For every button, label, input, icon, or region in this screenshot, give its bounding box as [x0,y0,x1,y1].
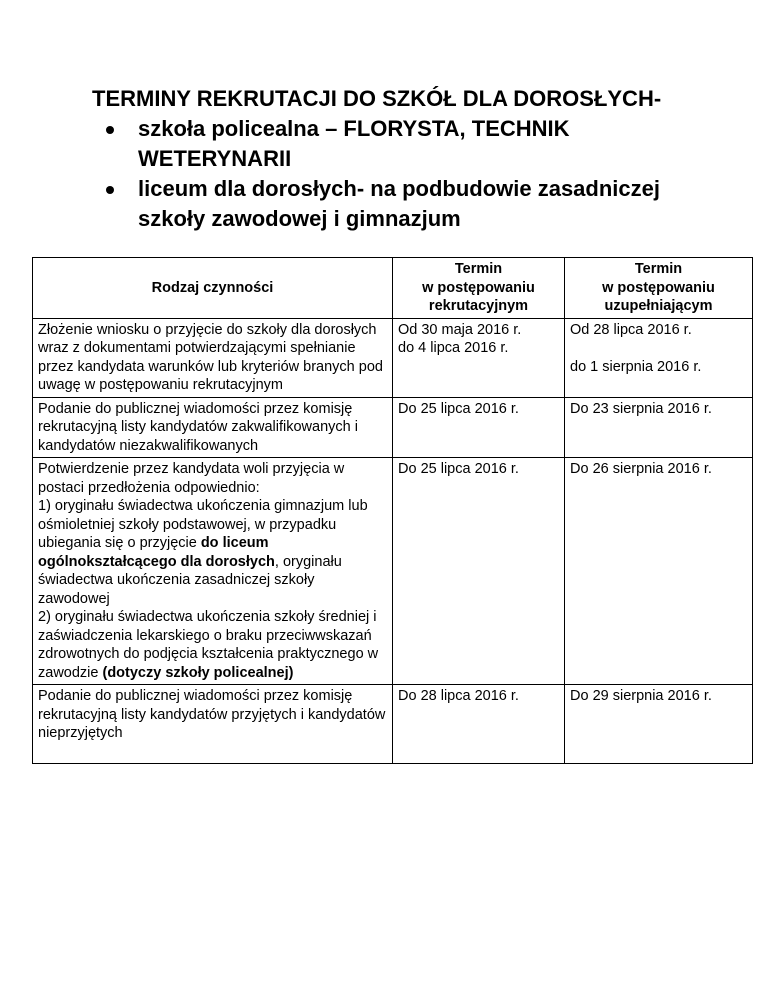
bullet-item-liceum [106,174,726,234]
supp-term-cell: Do 29 sierpnia 2016 r. [565,685,753,764]
supp-term-to: do 1 sierpnia 2016 r. [570,358,702,375]
header-main-line1: Termin [454,261,503,277]
bullet-list [106,114,726,234]
table-header-row [33,258,753,319]
page-title: TERMINY REKRUTACJI DO SZKÓŁ DLA DOROSŁYCH- [92,86,662,111]
header-activity: Rodzaj czynności [33,258,393,319]
header-supplementary-term [565,258,753,319]
header-supp-line1: Termin [634,261,683,277]
supp-term-from: Od 28 lipca 2016 r. [570,321,692,338]
bullet-text: szkoła policealna – FLORYSTA, TECHNIK WETERYNARII [138,116,570,171]
activity-cell: Podanie do publicznej wiadomości przez komisję rekrutacyjną listy kandydatów zakwalifikowanych i kandydatów niezakwalifikowanych [33,397,393,458]
supp-term-cell [565,318,753,397]
table-row [33,318,753,397]
header-main-term [393,258,565,319]
bullet-dot-icon [106,126,114,134]
main-term-from: Od 30 maja 2016 r. [398,321,522,338]
bullet-dot-icon [106,186,114,194]
main-term-cell: Do 25 lipca 2016 r. [393,397,565,458]
header-supp-line2: w postępowaniu uzupełniającym [602,279,715,314]
bullet-text: liceum dla dorosłych- na podbudowie zasadniczej szkoły zawodowej i gimnazjum [138,176,660,231]
table-row [33,458,753,685]
table-row [33,397,753,458]
main-term-cell: Do 28 lipca 2016 r. [393,685,565,764]
main-term-to: do 4 lipca 2016 r. [398,340,509,356]
activity-cell [33,458,393,685]
main-term-cell: Do 25 lipca 2016 r. [393,458,565,685]
supp-term-cell: Do 23 sierpnia 2016 r. [565,397,753,458]
activity-point-1: 1) oryginału świadectwa ukończenia gimnazjum lub ośmioletniej szkoły podstawowej, w przypadku ubiegania się o przyjęcie do liceum ogólnokształcącego dla dorosłych, oryginału świadectwa ukończenia zasadniczej szkoły zawodowej [38,498,368,607]
header-main-line2: w postępowaniu rekrutacyjnym [422,279,535,314]
bullet-item-policealna [106,114,726,174]
supp-term-cell: Do 26 sierpnia 2016 r. [565,458,753,685]
activity-intro: Potwierdzenie przez kandydata woli przyjęcia w postaci przedłożenia odpowiednio: [38,461,345,496]
activity-point-2: 2) oryginału świadectwa ukończenia szkoły średniej i zaświadczenia lekarskiego o braku przeciwwskazań zdrowotnych do podjęcia kształcenia praktycznego w zawodzie (dotyczy szkoły policealnej) [38,609,379,681]
main-term-cell [393,318,565,397]
activity-cell: Złożenie wniosku o przyjęcie do szkoły dla dorosłych wraz z dokumentami potwierdzającymi spełnianie przez kandydata warunków lub kryteriów branych pod uwagę w postępowaniu rekrutacyjnym [33,318,393,397]
recruitment-schedule-table [32,257,753,764]
activity-cell: Podanie do publicznej wiadomości przez komisję rekrutacyjną listy kandydatów przyjętych i kandydatów nieprzyjętych [33,685,393,764]
table-row [33,685,753,764]
